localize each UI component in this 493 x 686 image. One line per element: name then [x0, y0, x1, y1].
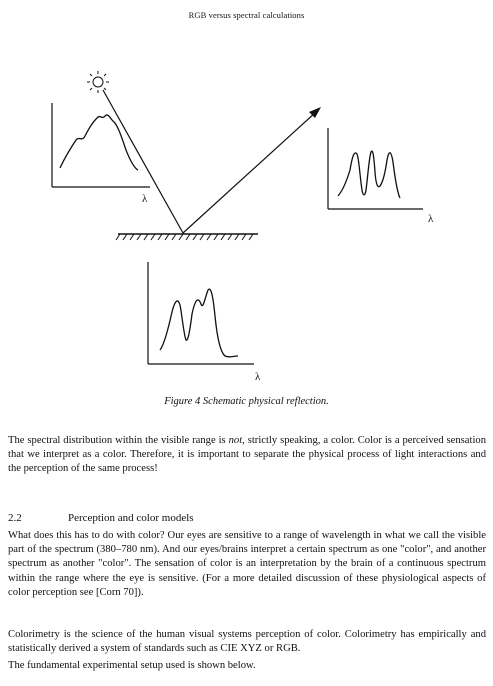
reflected-ray [183, 112, 316, 233]
section-title: Perception and color models [68, 512, 194, 524]
section-heading [8, 512, 486, 524]
body-paragraph: Colorimetry is the science of the human visual systems perception of color. Colorimetry has empirically and statistically derived a system of standards such as CIE XYZ or RGB. [8, 629, 486, 655]
section-number: 2.2 [8, 512, 22, 524]
body-paragraph: The fundamental experimental setup used is shown below. [8, 660, 256, 671]
reflected-lambda-label: λ [428, 213, 434, 225]
sun-icon [87, 71, 109, 93]
incident-spectrum-plot [52, 103, 150, 187]
running-header: RGB versus spectral calculations [188, 10, 305, 20]
emphasis-not: not [228, 435, 243, 446]
body-paragraph: What does this has to do with color? Our eyes are sensitive to a range of wavelength in what we call the visible part of the spectrum (380–780 nm). And our eyes/brains interpret a certain spectrum as one "color", and another spectrum as another "color". The sensation of color is an interpretation by the brain of a continuous spectrum within the range where the eye is sensitive. (For a more detailed discussion of these physiological aspects of color perception see [Corn 70]). [8, 530, 486, 598]
reflecting-surface [116, 234, 258, 240]
observed-lambda-label: λ [255, 371, 261, 383]
figure-caption: Figure 4 Schematic physical reflection. [164, 396, 329, 407]
incident-lambda-label: λ [142, 193, 148, 205]
observed-spectrum-plot [148, 262, 254, 364]
intro-paragraph: The spectral distribution within the visible range is not, strictly speaking, a color. Color is a perceived sensation that we interpret as a color. Therefore, it is important to separate the physical process of light interactions and the perception of the same process! [8, 435, 486, 475]
incident-ray [103, 90, 183, 233]
reflected-spectrum-plot [328, 128, 423, 209]
